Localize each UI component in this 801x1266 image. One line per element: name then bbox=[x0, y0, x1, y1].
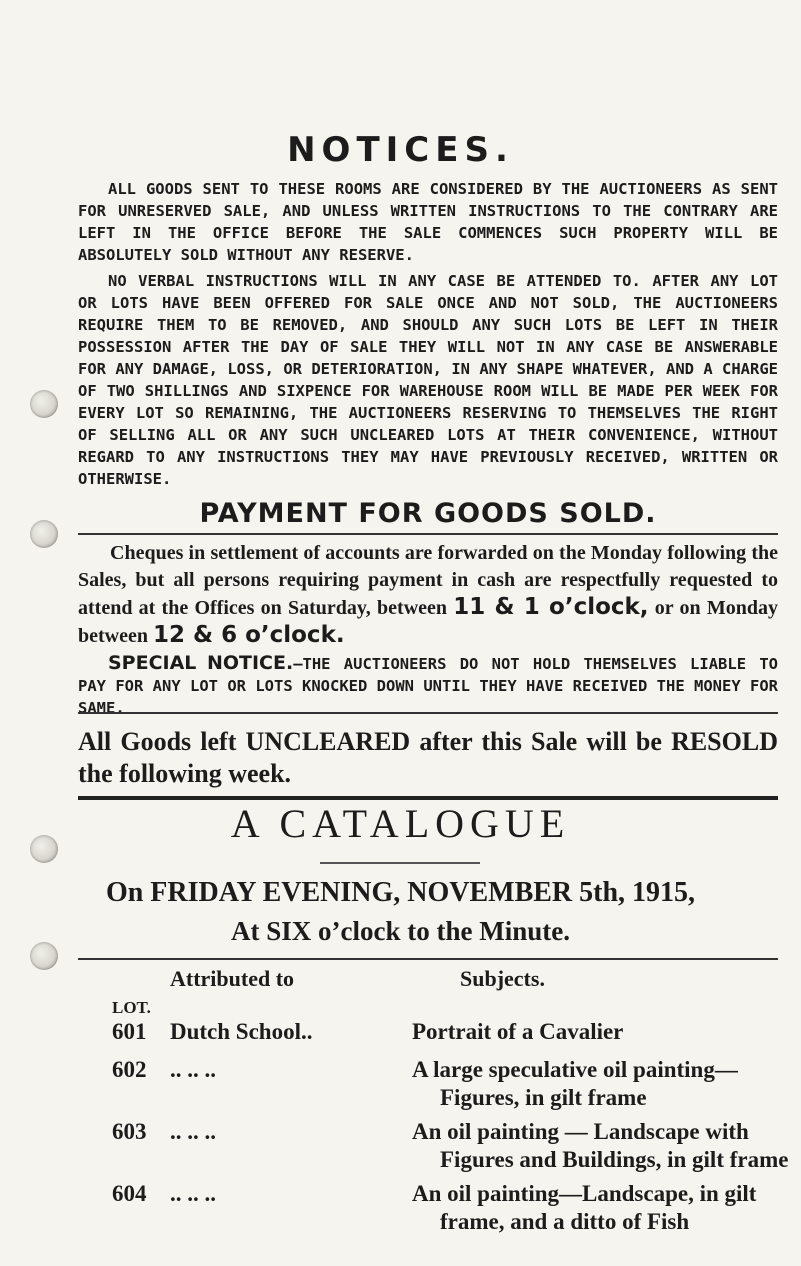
lot-description-line: An oil painting—Landscape, in gilt bbox=[412, 1181, 757, 1206]
punch-hole-icon bbox=[30, 520, 58, 548]
payment-time-saturday: 11 & 1 o’clock, bbox=[453, 594, 649, 620]
notices-section bbox=[78, 178, 778, 490]
notice-paragraph-unreserved: ALL GOODS SENT TO THESE ROOMS ARE CONSIDERED BY THE AUCTIONEERS AS SENT FOR UNRESERVED SALE, AND UNLESS WRITTEN INSTRUCTIONS TO THE CONTRARY ARE LEFT IN THE OFFICE BEFORE THE SALE COMMENCES SUCH PROPERTY WILL BE ABSOLUTELY SOLD WITHOUT ANY RESERVE. bbox=[78, 180, 778, 264]
uncleared-section bbox=[78, 726, 778, 790]
payment-text-before: Cheques in settlement of accounts are forwarded on the Monday following the Sales, but all persons requiring payment in cash are respectfully requested to attend at the Offices on Saturday, between bbox=[78, 542, 778, 619]
lot-number: 604 bbox=[112, 1181, 147, 1206]
lot-description-line: A large speculative oil painting— bbox=[412, 1057, 738, 1082]
payment-heading: PAYMENT FOR GOODS SOLD. bbox=[199, 498, 657, 529]
punch-hole-icon bbox=[30, 390, 58, 418]
special-notice-section bbox=[78, 652, 778, 719]
lot-attributed: .. .. .. bbox=[170, 1181, 216, 1206]
special-notice-text bbox=[78, 652, 778, 719]
lot-number: 602 bbox=[112, 1057, 147, 1082]
lot-description-line: Figures, in gilt frame bbox=[440, 1085, 647, 1110]
lot-attributed: .. .. .. bbox=[170, 1057, 216, 1082]
lot-description-line: Figures and Buildings, in gilt frame bbox=[440, 1147, 789, 1172]
lot-attributed: .. .. .. bbox=[170, 1119, 216, 1144]
column-attributed-to: Attributed to bbox=[170, 966, 295, 991]
lot-description-line: An oil painting — Landscape with bbox=[412, 1119, 749, 1144]
lot-description-line: Portrait of a Cavalier bbox=[412, 1019, 624, 1044]
column-subjects: Subjects. bbox=[460, 966, 545, 991]
payment-text bbox=[78, 540, 778, 650]
special-notice-body: —THE AUCTIONEERS DO NOT HOLD THEMSELVES LIABLE TO PAY FOR ANY LOT OR LOTS KNOCKED DOWN UNTIL THEY HAVE RECEIVED THE MONEY FOR SAME. bbox=[78, 655, 778, 717]
notices-title: NOTICES. bbox=[287, 130, 514, 170]
sale-time-line: At SIX o’clock to the Minute. bbox=[231, 916, 570, 946]
notice-paragraph-instructions: NO VERBAL INSTRUCTIONS WILL IN ANY CASE BE ATTENDED TO. AFTER ANY LOT OR LOTS HAVE BEEN OFFERED FOR SALE ONCE AND NOT SOLD, THE AUCTIONEERS REQUIRE THEM TO BE REMOVED, AND SHOULD ANY SUCH LOTS BE LEFT IN THEIR POSSESSION AFTER THE DAY OF SALE THEY WILL NOT IN ANY CASE BE ANSWERABLE FOR ANY DAMAGE, LOSS, OR DETERIORATION, IN ANY SHAPE WHATEVER, AND A CHARGE OF TWO SHILLINGS AND SIXPENCE FOR WAREHOUSE ROOM WILL BE MADE PER WEEK FOR EVERY LOT SO REMAINING, THE AUCTIONEERS RESERVING TO THEMSELVES THE RIGHT OF SELLING ALL OR ANY SUCH UNCLEARED LOTS AT THEIR CONVENIENCE, WITHOUT REGARD TO ANY INSTRUCTIONS THEY MAY HAVE PREVIOUSLY RECEIVED, WRITTEN OR OTHERWISE. bbox=[78, 272, 778, 488]
lot-attributed: Dutch School.. bbox=[170, 1019, 313, 1044]
lot-description bbox=[412, 1180, 792, 1236]
lot-description bbox=[412, 1018, 792, 1046]
payment-section bbox=[78, 540, 778, 650]
special-notice-lead: SPECIAL NOTICE. bbox=[108, 652, 294, 674]
table-rule bbox=[78, 958, 778, 960]
section-rule bbox=[78, 712, 778, 714]
catalogue-rule-short bbox=[320, 862, 480, 864]
payment-heading-rule bbox=[78, 533, 778, 535]
lot-description-line: frame, and a ditto of Fish bbox=[440, 1209, 690, 1234]
sale-date-line: On FRIDAY EVENING, NOVEMBER 5th, 1915, bbox=[105, 877, 696, 908]
lot-number: 603 bbox=[112, 1119, 147, 1144]
payment-time-monday: 12 & 6 o’clock. bbox=[152, 622, 345, 648]
catalogue-title: A CATALOGUE bbox=[230, 801, 571, 846]
uncleared-text: All Goods left UNCLEARED after this Sale will be RESOLD the following week. bbox=[78, 727, 778, 788]
payment-text-middle: or on Monday between bbox=[78, 597, 779, 647]
lot-description bbox=[412, 1118, 792, 1174]
lot-number: 601 bbox=[112, 1019, 147, 1044]
lot-description bbox=[412, 1056, 792, 1112]
column-lot: LOT. bbox=[112, 998, 151, 1017]
